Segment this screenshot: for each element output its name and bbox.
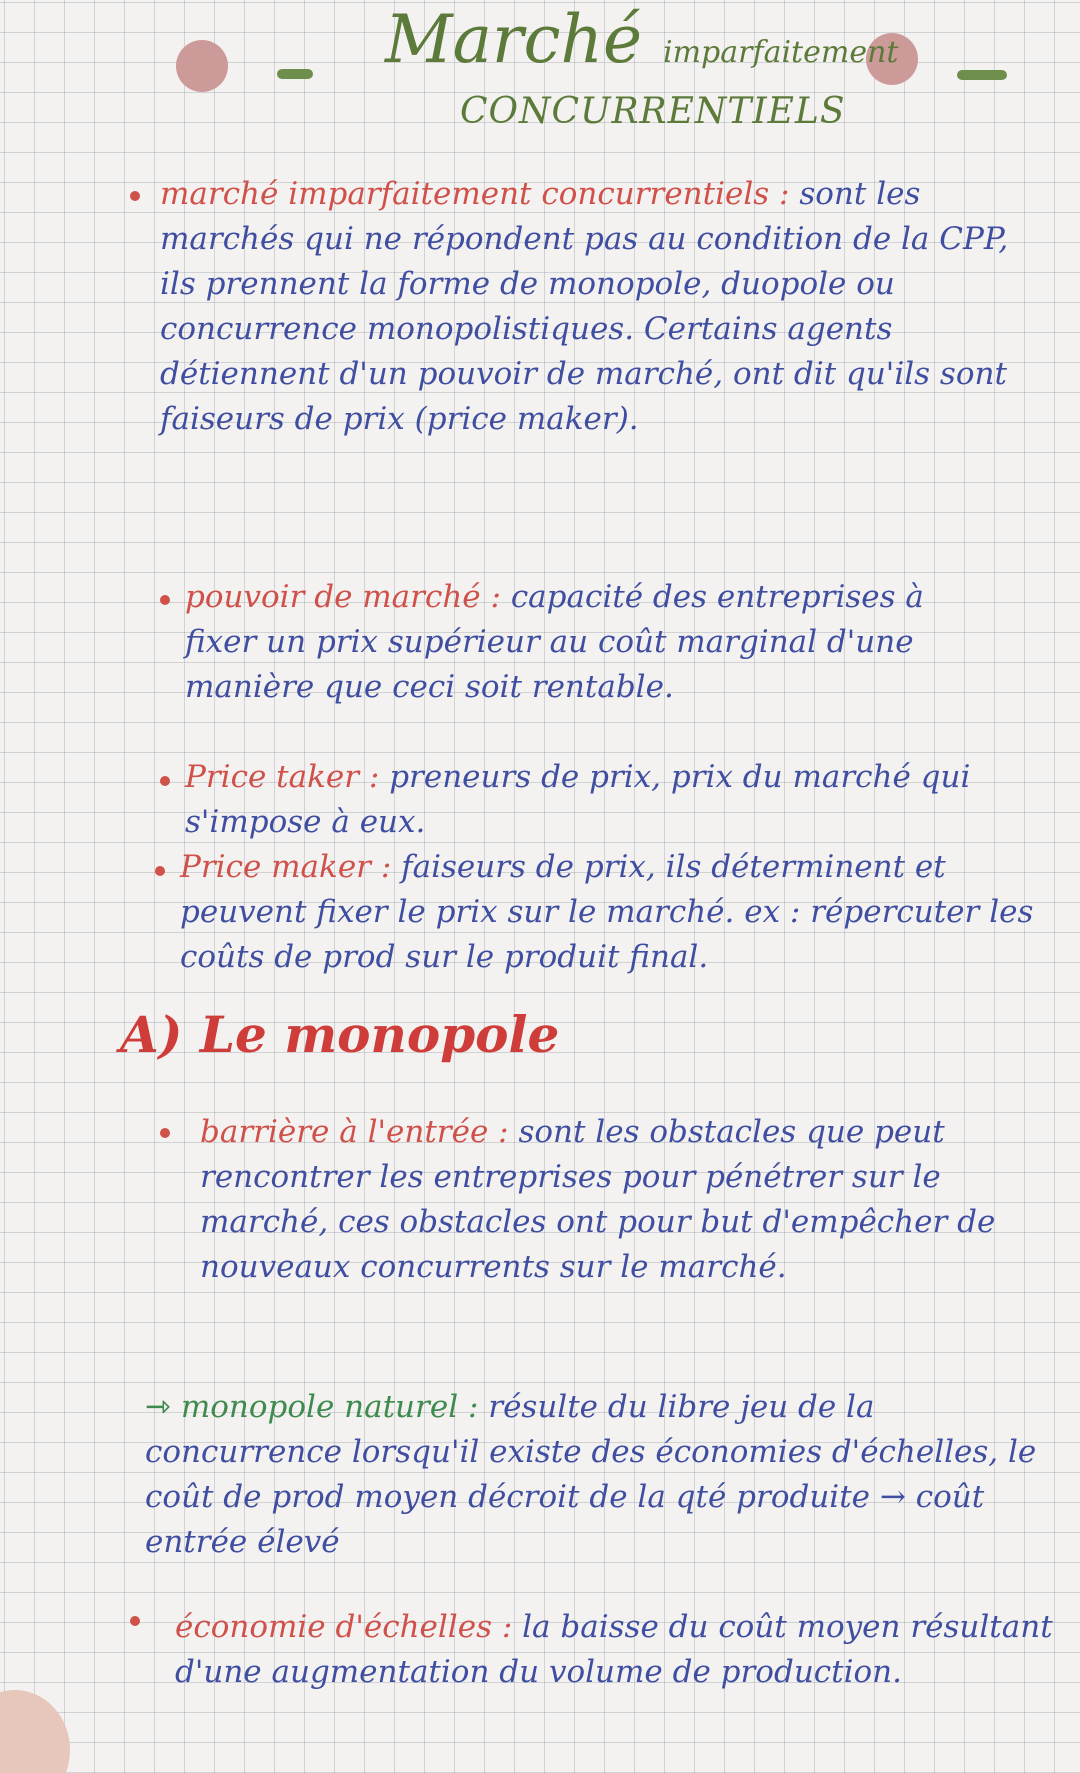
note-entry-barrier <box>200 1110 1060 1290</box>
title-line2: CONCURRENTIELS <box>460 91 846 132</box>
note-term: pouvoir de marché : <box>185 579 501 615</box>
note-natural-monopoly <box>145 1385 1060 1565</box>
note-text: preneurs de prix, prix du marché qui s'impose à eux. <box>185 759 971 840</box>
note-text: résulte du libre jeu de la concurrence lorsqu'il existe des économies d'échelles, le coût de prod moyen décroit de la qté produite → coût entrée élevé <box>145 1389 1037 1560</box>
note-text: capacité des entreprises à fixer un prix supérieur au coût marginal d'une manière que ceci soit rentable. <box>185 579 924 705</box>
note-market-power <box>185 575 1000 710</box>
bullet <box>155 866 165 876</box>
note-economies-of-scale <box>175 1605 1060 1695</box>
page-title <box>385 2 905 133</box>
note-text: faiseurs de prix, ils déterminent et peuvent fixer le prix sur le marché. ex : répercuter les coûts de prod sur le produit final. <box>180 849 1034 975</box>
bullet <box>130 191 140 201</box>
note-term: marché imparfaitement concurrentiels : <box>160 176 790 212</box>
note-price-maker <box>180 845 1060 980</box>
finger-edge <box>0 1690 70 1773</box>
note-term: économie d'échelles : <box>175 1609 513 1645</box>
section-heading <box>120 1005 559 1064</box>
title-line1: Marché <box>385 1 643 78</box>
punch-hole-left <box>176 40 228 92</box>
bullet <box>160 595 170 605</box>
note-text: sont les obstacles que peut rencontrer les entreprises pour pénétrer sur le marché, ces obstacles ont pour but d'empêcher de nouveaux concurrents sur le marché. <box>200 1114 996 1285</box>
note-term: barrière à l'entrée : <box>200 1114 509 1150</box>
section-marker: A) <box>120 1005 183 1064</box>
section-title: Le monopole <box>199 1005 560 1064</box>
bullet <box>160 776 170 786</box>
margin-dash-left <box>277 69 313 79</box>
note-imperfect-markets <box>160 172 1010 442</box>
note-term: Price taker : <box>185 759 380 795</box>
margin-dash-right <box>957 70 1007 80</box>
note-term: Price maker : <box>180 849 392 885</box>
title-line1-small: imparfaitement <box>663 35 899 70</box>
note-text: sont les marchés qui ne répondent pas au condition de la CPP, ils prennent la forme de monopole, duopole ou concurrence monopolistiques. Certains agents détiennent d'un pouvoir de marché, ont dit qu'ils sont faiseurs de prix (price maker). <box>160 176 1009 437</box>
note-text: la baisse du coût moyen résultant d'une augmentation du volume de production. <box>175 1609 1053 1690</box>
note-price-taker <box>185 755 1030 845</box>
bullet <box>130 1616 140 1626</box>
arrow-icon: ⇾ <box>145 1389 171 1425</box>
note-term: monopole naturel : <box>180 1389 479 1425</box>
bullet <box>160 1128 170 1138</box>
